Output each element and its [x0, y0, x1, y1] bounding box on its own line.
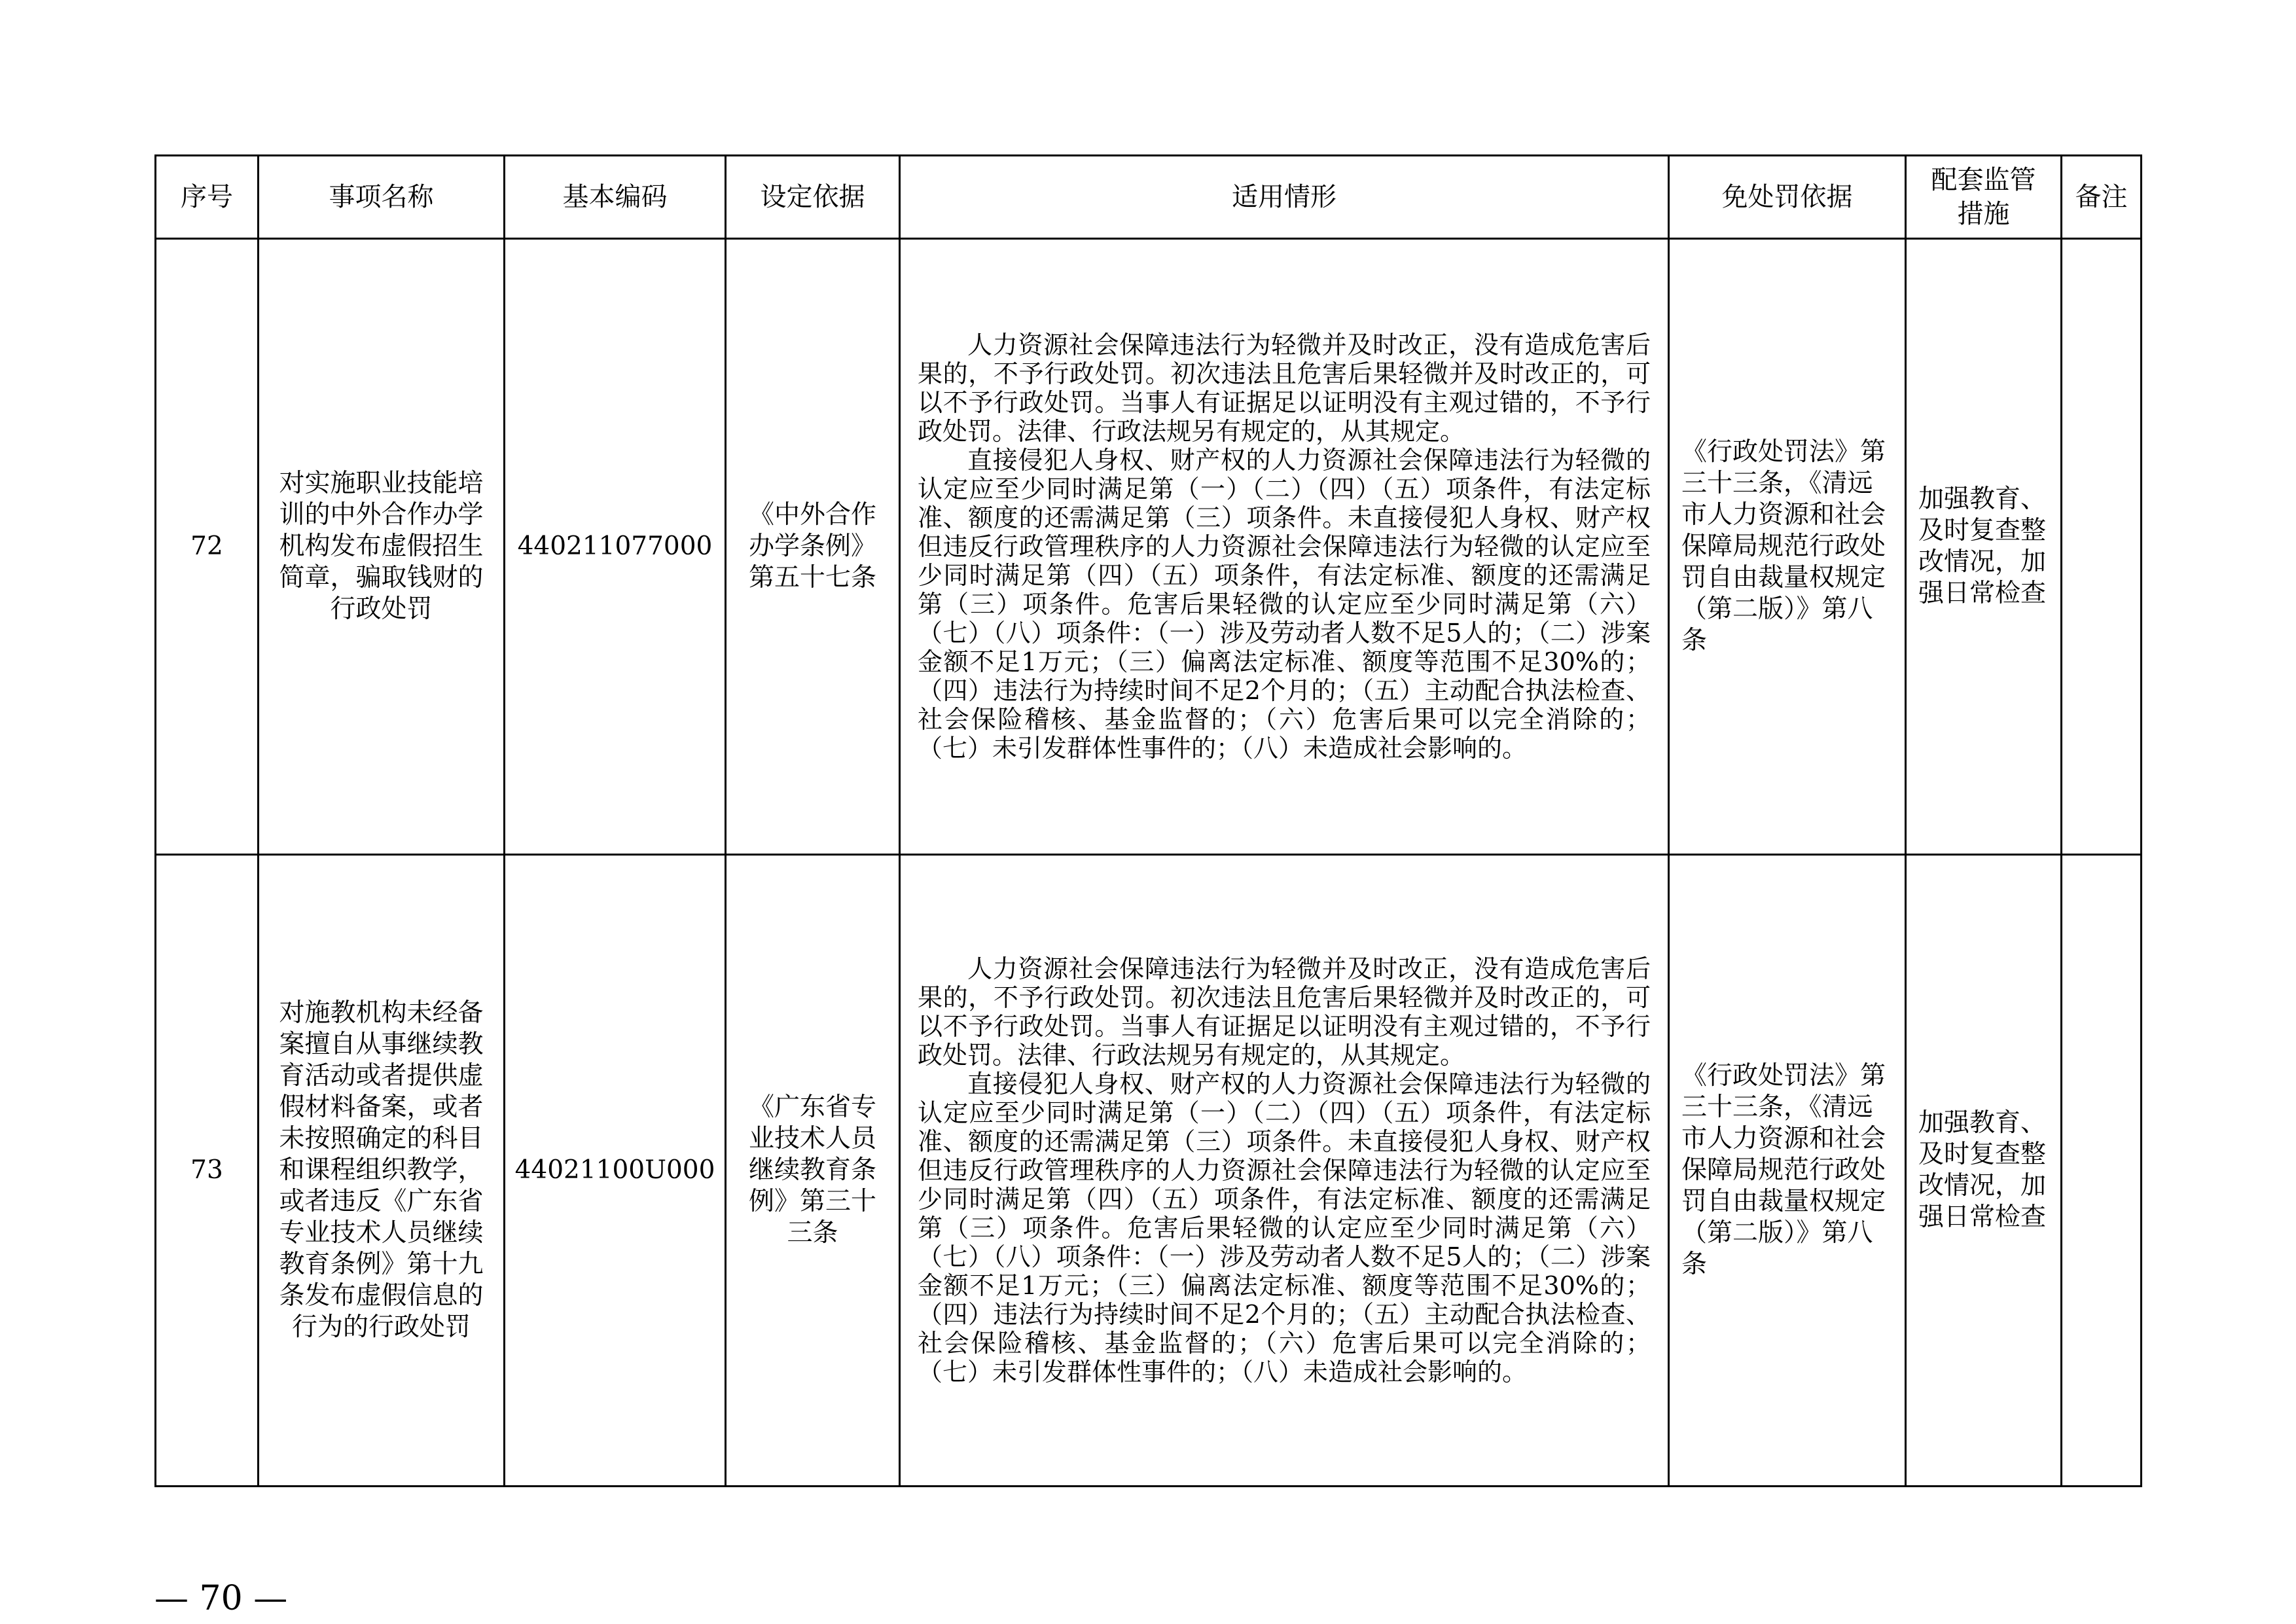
row-basic-code: 440211077000 [505, 239, 726, 855]
header-situation: 适用情形 [900, 156, 1669, 239]
row-supervision: 加强教育、及时复查整改情况，加强日常检查 [1906, 239, 2062, 855]
table-header-row [156, 156, 2142, 239]
header-supervision: 配套监管措施 [1906, 156, 2062, 239]
row-basis: 《广东省专业技术人员继续教育条例》第三十三条 [726, 855, 900, 1487]
row-supervision: 加强教育、及时复查整改情况，加强日常检查 [1906, 855, 2062, 1487]
regulation-table [154, 154, 2142, 1487]
row-situation [900, 855, 1669, 1487]
header-exemption-basis: 免处罚依据 [1669, 156, 1906, 239]
row-basic-code: 44021100U000 [505, 855, 726, 1487]
table-row [156, 855, 2142, 1487]
row-basis: 《中外合作办学条例》第五十七条 [726, 239, 900, 855]
row-remarks [2062, 239, 2142, 855]
row-remarks [2062, 855, 2142, 1487]
situation-paragraph-2: 直接侵犯人身权、财产权的人力资源社会保障违法行为轻微的认定应至少同时满足第（一）（二）（四）（五）项条件，有法定标准、额度的还需满足第（三）项条件。未直接侵犯人身权、财产权但违反行政管理秩序的人力资源社会保障违法行为轻微的认定应至少同时满足第（四）（五）项条件，有法定标准、额度的还需满足第（三）项条件。危害后果轻微的认定应至少同时满足第（六）（七）（八）项条件：（一）涉及劳动者人数不足5人的；（二）涉案金额不足1万元；（三）偏离法定标准、额度等范围不足30%的；（四）违法行为持续时间不足2个月的；（五）主动配合执法检查、社会保险稽核、基金监督的；（六）危害后果可以完全消除的；（七）未引发群体性事件的；（八）未造成社会影响的。 [918, 446, 1651, 763]
page-number: — 70 — [154, 1579, 288, 1618]
situation-paragraph-2: 直接侵犯人身权、财产权的人力资源社会保障违法行为轻微的认定应至少同时满足第（一）（二）（四）（五）项条件，有法定标准、额度的还需满足第（三）项条件。未直接侵犯人身权、财产权但违反行政管理秩序的人力资源社会保障违法行为轻微的认定应至少同时满足第（四）（五）项条件，有法定标准、额度的还需满足第（三）项条件。危害后果轻微的认定应至少同时满足第（六）（七）（八）项条件：（一）涉及劳动者人数不足5人的；（二）涉案金额不足1万元；（三）偏离法定标准、额度等范围不足30%的；（四）违法行为持续时间不足2个月的；（五）主动配合执法检查、社会保险稽核、基金监督的；（六）危害后果可以完全消除的；（七）未引发群体性事件的；（八）未造成社会影响的。 [918, 1070, 1651, 1386]
row-exemption-basis: 《行政处罚法》第三十三条，《清远市人力资源和社会保障局规范行政处罚自由裁量权规定（第二版）》第八条 [1669, 855, 1906, 1487]
header-remarks: 备注 [2062, 156, 2142, 239]
row-seq: 73 [156, 855, 259, 1487]
situation-paragraph-1: 人力资源社会保障违法行为轻微并及时改正，没有造成危害后果的，不予行政处罚。初次违法且危害后果轻微并及时改正的，可以不予行政处罚。当事人有证据足以证明没有主观过错的，不予行政处罚。法律、行政法规另有规定的，从其规定。 [918, 954, 1651, 1070]
row-exemption-basis: 《行政处罚法》第三十三条，《清远市人力资源和社会保障局规范行政处罚自由裁量权规定（第二版）》第八条 [1669, 239, 1906, 855]
row-situation [900, 239, 1669, 855]
row-item-name: 对施教机构未经备案擅自从事继续教育活动或者提供虚假材料备案，或者未按照确定的科目和课程组织教学，或者违反《广东省专业技术人员继续教育条例》第十九条发布虚假信息的行为的行政处罚 [259, 855, 505, 1487]
row-seq: 72 [156, 239, 259, 855]
situation-paragraph-1: 人力资源社会保障违法行为轻微并及时改正，没有造成危害后果的，不予行政处罚。初次违法且危害后果轻微并及时改正的，可以不予行政处罚。当事人有证据足以证明没有主观过错的，不予行政处罚。法律、行政法规另有规定的，从其规定。 [918, 331, 1651, 446]
table-row [156, 239, 2142, 855]
header-basis: 设定依据 [726, 156, 900, 239]
row-item-name: 对实施职业技能培训的中外合作办学机构发布虚假招生简章，骗取钱财的行政处罚 [259, 239, 505, 855]
header-seq: 序号 [156, 156, 259, 239]
header-basic-code: 基本编码 [505, 156, 726, 239]
header-item-name: 事项名称 [259, 156, 505, 239]
